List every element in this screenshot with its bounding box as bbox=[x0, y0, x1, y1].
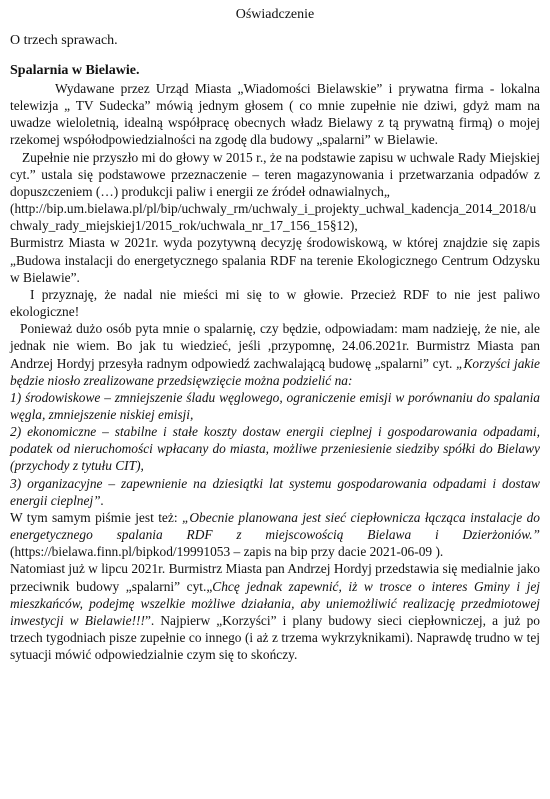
section-heading: Spalarnia w Bielawie. bbox=[10, 63, 140, 78]
paragraph-5 bbox=[10, 320, 540, 389]
document-subtitle: O trzech sprawach. bbox=[10, 33, 118, 48]
paragraph-6-source: (https://bielawa.finn.pl/bipkod/19991053 – zapis na bip przy dacie 2021-06-09 ). bbox=[10, 544, 444, 560]
resolution-url: (http://bip.um.bielawa.pl/pl/bip/uchwaly_rm/uchwaly_i_projekty_uchwal_kadencja_2014_2018/uchwaly_rady_miejskiej1/2015_rok/uchwala_nr_17_156_15§12), bbox=[10, 201, 537, 234]
paragraph-7-text: Natomiast już w lipcu 2021r. Burmistrz Miasta pan Andrzej Hordyj przedstawia się medialnie jako przeciwnik budowy „spalarni” cyt.„ bbox=[10, 561, 540, 594]
benefit-item-3: 3) organizacyjne – zapewnienie na dziesiątki lat systemu gospodarowania odpadami i dostaw energii cieplnej”. bbox=[10, 475, 540, 508]
paragraph-6-text: W tym samym piśmie jest też: bbox=[10, 509, 182, 525]
benefit-item-2: 2) ekonomiczne – stabilne i stałe koszty dostaw energii cieplnej i gospodarowania odpadami, podatek od nieruchomości wpłacany do miasta, możliwe przeniesienie siedziby spółki do Bielawy (przychody z tytułu CIT), bbox=[10, 424, 540, 474]
paragraph-1: Wydawane przez Urząd Miasta „Wiadomości Bielawskie” i prywatna firma - lokalna telewizja „ TV Sudecka” mówią jednym głosem ( co mnie zupełnie nie dziwi, gdyż mam na uwadze wieloletnią, idealną współpracę obecnych władz Bielawy z tą prywatną firmą) o mojej rzekomej współodpowiedzialności na zgodę dla budowy „spalarni” w Bielawie. bbox=[10, 81, 540, 148]
paragraph-6 bbox=[10, 509, 540, 560]
benefit-item-1: 1) środowiskowe – zmniejszenie śladu węglowego, ograniczenie emisji w porównaniu do spalania węgla, zmniejszenie niskiej emisji, bbox=[10, 389, 540, 422]
document-title: Oświadczenie bbox=[235, 7, 315, 22]
paragraph-7-quote: Chcę jednak zapewnić, iż w trosce o interes Gminy i jej mieszkańców, podejmę wszelkie możliwe działania, aby uniemożliwić realizację przedmiotowej inwestycji w Bielawie!!! bbox=[10, 578, 540, 628]
paragraph-7-rest: ”. Najpierw „Korzyści” i plany budowy sieci ciepłowniczej, a już po trzech tygodniach pisze zupełnie co innego (i aż z trzema wykrzyknikami). Naprawdę trudno w tej sytuacji mówić odpowiedzialnie czym się to skończy. bbox=[10, 612, 540, 663]
paragraph-7 bbox=[10, 560, 540, 663]
paragraph-6-quote: „Obecnie planowana jest sieć ciepłownicza łącząca instalacje do energetycznego spalania RDF z miejscowością Bielawa i Dzierżoniów.” bbox=[10, 509, 540, 543]
paragraph-4: I przyznaję, że nadal nie mieści mi się to w głowie. Przecież RDF to nie jest paliwo ekologiczne! bbox=[10, 286, 540, 320]
paragraph-3: Burmistrz Miasta w 2021r. wyda pozytywną decyzję środowiskową, w której znajdzie się zapis „Budowa instalacji do energetycznego spalania RDF na terenie Ekologicznego Centrum Odzysku w Bielawie”. bbox=[10, 235, 540, 285]
paragraph-5-text: Ponieważ dużo osób pyta mnie o spalarnię, czy będzie, odpowiadam: mam nadzieję, że nie, ale jednak nie wiem. Bo jak tu wiedzieć, jeśli ,przypomnę, 24.06.2021r. Burmistrz Miasta pan Andrzej Hordyj przesyła radnym odpowiedź zachwalającą budowę „spalarni” cyt. bbox=[10, 321, 540, 371]
paragraph-2: Zupełnie nie przyszło mi do głowy w 2015 r., że na podstawie zapisu w uchwale Rady Miejskiej cyt.” ustala się podstawowe przeznaczenie – teren magazynowania i przetwarzania odpadów z dopuszczeniem (…) produkcji paliw i energii ze źródeł odnawialnych„ bbox=[10, 149, 540, 199]
paragraph-5-quote: „Korzyści jakie będzie niosło zrealizowane przedsięwzięcie można podzielić na: bbox=[10, 355, 540, 388]
